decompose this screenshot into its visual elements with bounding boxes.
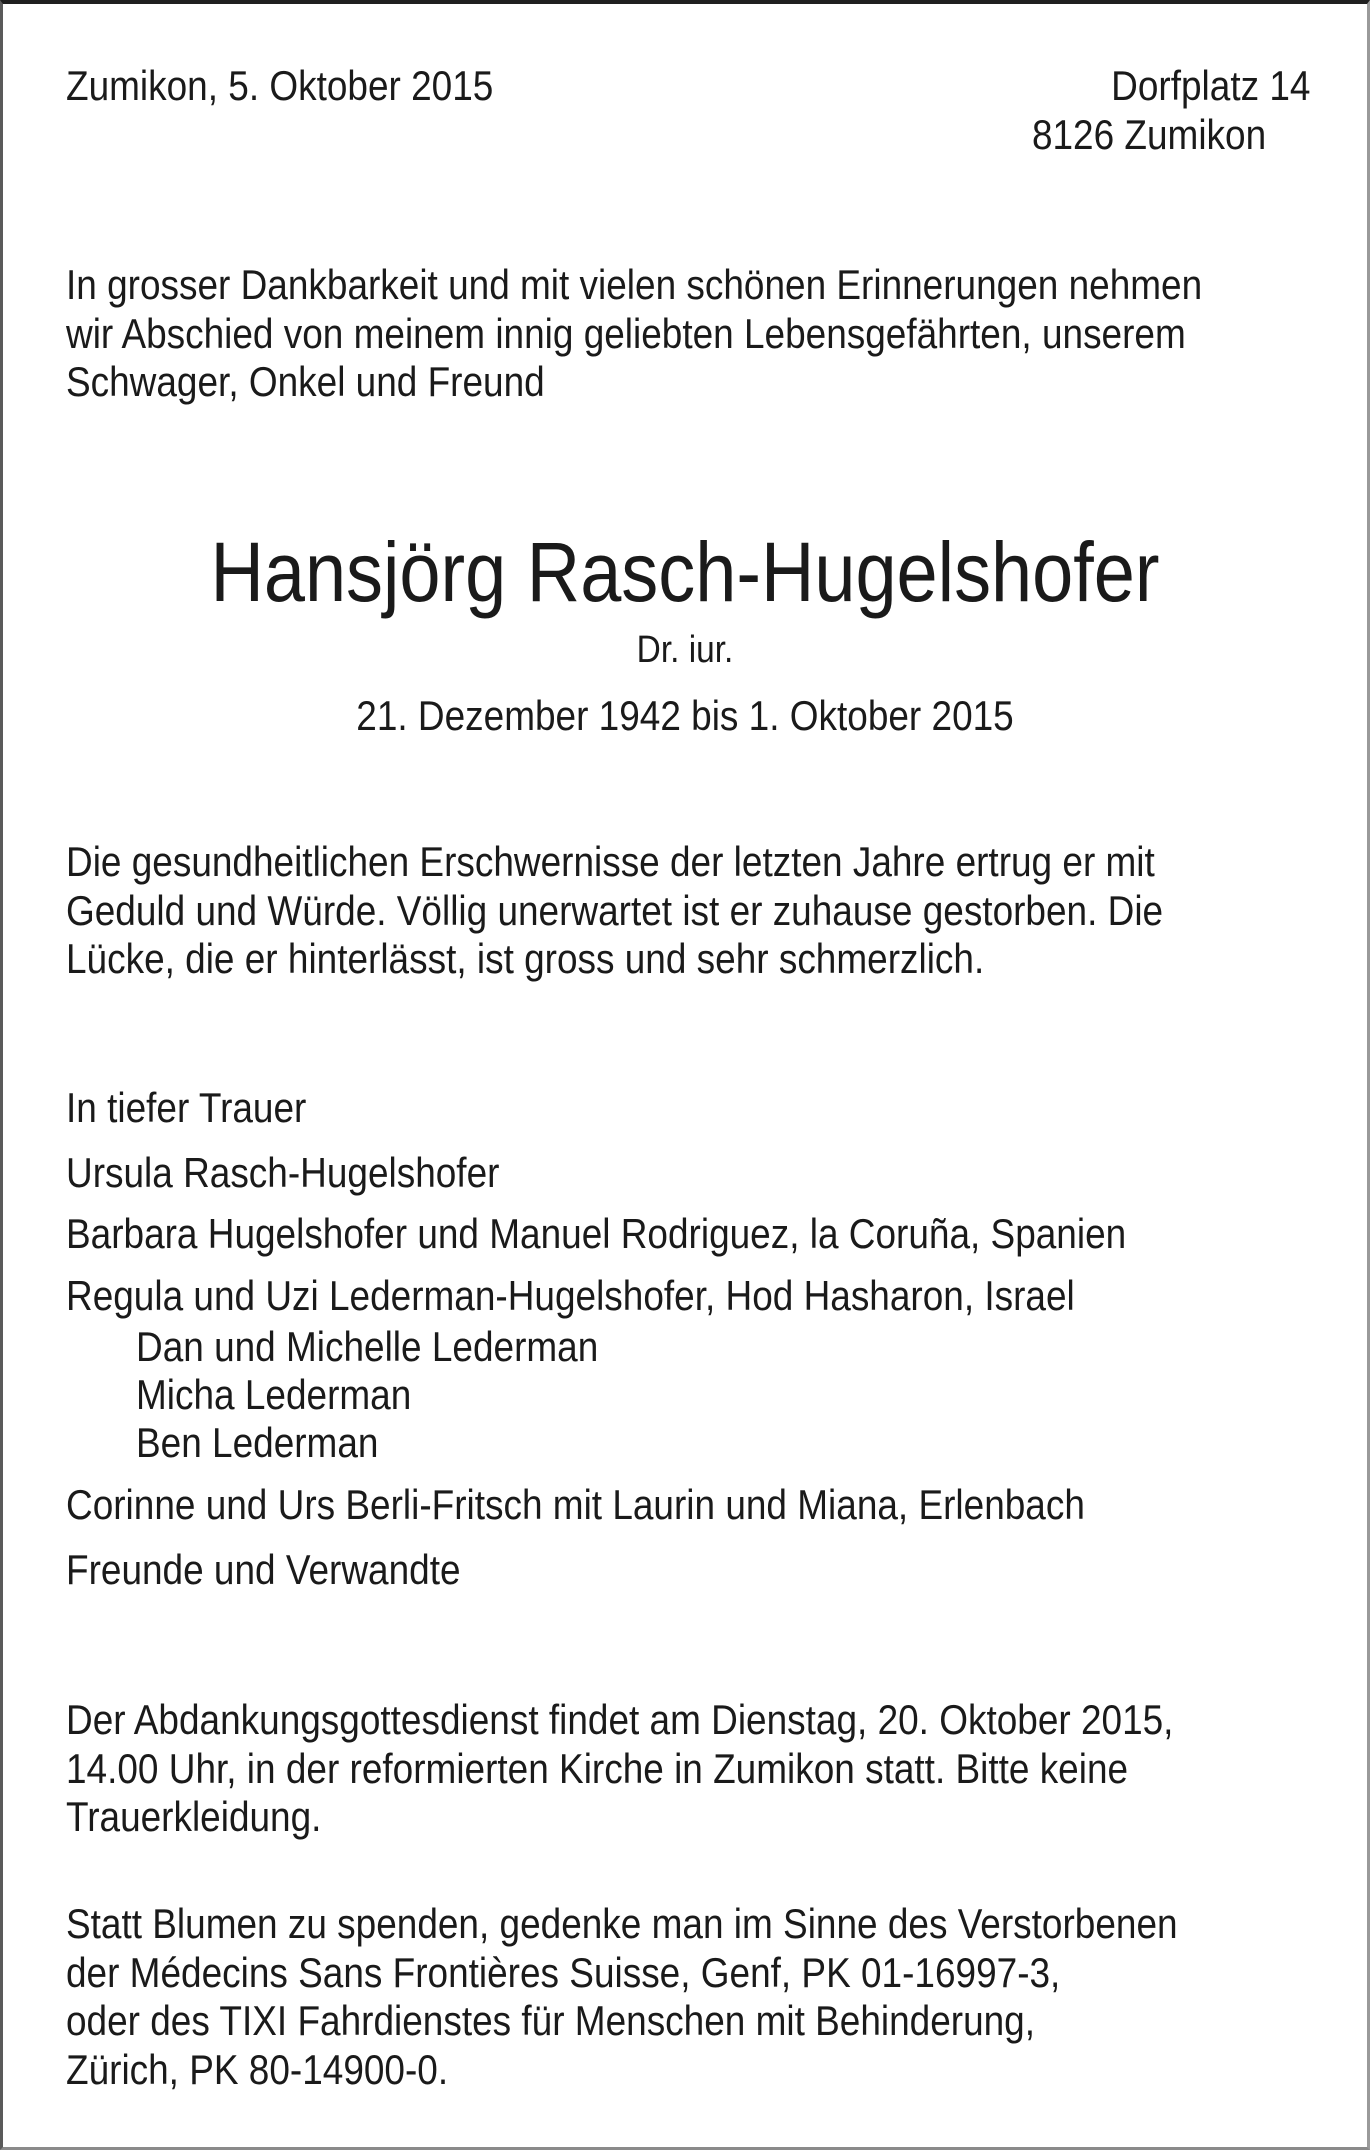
service-line-3: Trauerkleidung. xyxy=(66,1793,322,1840)
mourner-line: Barbara Hugelshofer und Manuel Rodriguez, la Coruña, Spanien xyxy=(66,1210,1127,1257)
tribute-line-3: Lücke, die er hinterlässt, ist gross und sehr schmerzlich. xyxy=(66,935,985,982)
intro-line-1: In grosser Dankbarkeit und mit vielen schönen Erinnerungen nehmen xyxy=(66,261,1203,308)
mourner-line-indented: Ben Lederman xyxy=(136,1419,379,1466)
deceased-title: Dr. iur. xyxy=(636,629,734,671)
tribute-line-1: Die gesundheitlichen Erschwernisse der letzten Jahre ertrug er mit xyxy=(66,838,1155,885)
intro-line-3: Schwager, Onkel und Freund xyxy=(66,358,545,405)
place-dateline: Zumikon, 5. Oktober 2015 xyxy=(66,62,494,109)
deceased-name: Hansjörg Rasch-Hugelshofer xyxy=(210,525,1160,619)
mourner-line: Regula und Uzi Lederman-Hugelshofer, Hod Hasharon, Israel xyxy=(66,1272,1075,1319)
deceased-life-dates: 21. Dezember 1942 bis 1. Oktober 2015 xyxy=(356,692,1014,739)
donations-line-1: Statt Blumen zu spenden, gedenke man im Sinne des Verstorbenen xyxy=(66,1900,1178,1947)
mourner-line-indented: Dan und Michelle Lederman xyxy=(136,1323,599,1370)
donations-line-2: der Médecins Sans Frontières Suisse, Genf, PK 01-16997-3, xyxy=(66,1948,1061,1996)
address-line-street: Dorfplatz 14 xyxy=(1110,62,1310,109)
donations-line-4: Zürich, PK 80-14900-0. xyxy=(66,2045,449,2093)
tribute-line-2: Geduld und Würde. Völlig unerwartet ist er zuhause gestorben. Die xyxy=(66,886,1164,934)
service-line-1: Der Abdankungsgottesdienst findet am Dienstag, 20. Oktober 2015, xyxy=(66,1696,1174,1743)
mourning-heading: In tiefer Trauer xyxy=(66,1084,307,1131)
intro-line-2: wir Abschied von meinem innig geliebten Lebensgefährten, unserem xyxy=(66,309,1186,357)
mourner-line: Corinne und Urs Berli-Fritsch mit Laurin und Miana, Erlenbach xyxy=(66,1481,1085,1528)
mourner-line: Freunde und Verwandte xyxy=(66,1546,461,1593)
mourner-line-indented: Micha Lederman xyxy=(136,1371,412,1418)
intro-paragraph xyxy=(66,261,1202,407)
mourner-widow: Ursula Rasch-Hugelshofer xyxy=(66,1149,500,1196)
address-line-city: 8126 Zumikon xyxy=(1031,111,1266,158)
donations-paragraph xyxy=(66,1900,1178,2094)
tribute-paragraph xyxy=(66,838,1163,984)
service-paragraph xyxy=(66,1696,1173,1842)
donations-line-3: oder des TIXI Fahrdienstes für Menschen mit Behinderung, xyxy=(66,1997,1036,2044)
service-line-2: 14.00 Uhr, in der reformierten Kirche in Zumikon statt. Bitte keine xyxy=(66,1744,1129,1792)
